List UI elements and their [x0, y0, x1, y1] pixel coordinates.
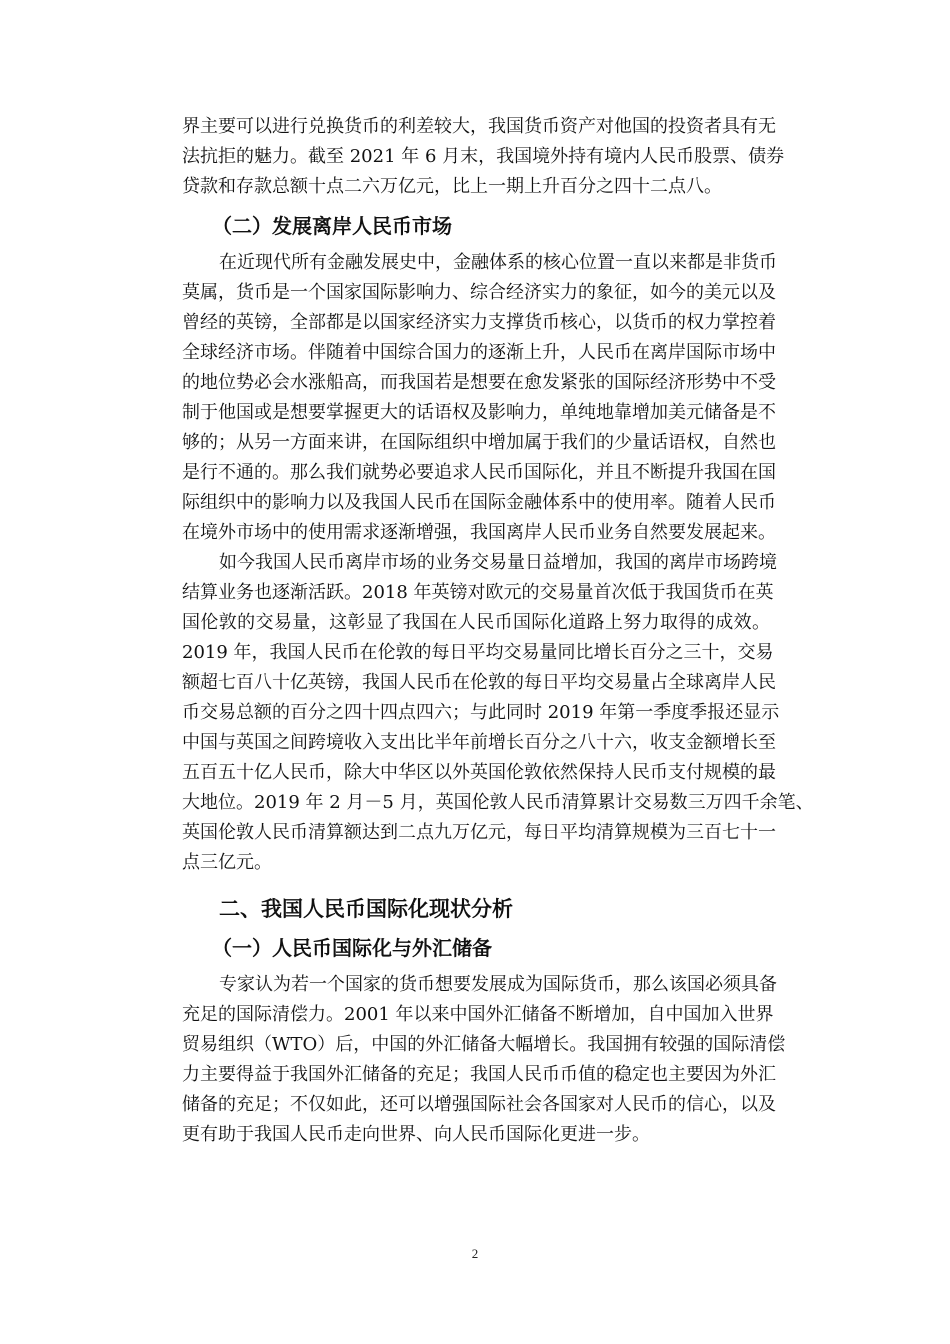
page-number: 2 — [471, 1246, 479, 1261]
paragraph-offshore-2 — [182, 548, 814, 878]
text-line: 更有助于我国人民币走向世界、向人民币国际化更进一步。 — [182, 1124, 650, 1145]
text-line: 界主要可以进行兑换货币的利差较大，我国货币资产对他国的投资者具有无 — [182, 116, 776, 137]
text-line: 额超七百八十亿英镑，我国人民币在伦敦的每日平均交易量占全球离岸人民 — [182, 672, 776, 693]
text-line: 如今我国人民币离岸市场的业务交易量日益增加，我国的离岸市场跨境 — [219, 552, 777, 573]
paragraph-offshore-1 — [182, 248, 777, 548]
text-line: 点三亿元。 — [182, 852, 272, 873]
text-line: 在境外市场中的使用需求逐渐增强，我国离岸人民币业务自然要发展起来。 — [182, 522, 776, 543]
text-line: 英国伦敦人民币清算额达到二点九万亿元，每日平均清算规模为三百七十一 — [182, 822, 776, 843]
text-line: 力主要得益于我国外汇储备的充足；我国人民币币值的稳定也主要因为外汇 — [182, 1064, 776, 1085]
text-line: 曾经的英镑，全部都是以国家经济实力支撑货币核心，以货币的权力掌控着 — [182, 312, 776, 333]
text-line: 币交易总额的百分之四十四点四六；与此同时 2019 年第一季度季报还显示 — [182, 702, 780, 723]
text-line: 的地位势必会水涨船高，而我国若是想要在愈发紧张的国际经济形势中不受 — [182, 372, 776, 393]
text-line: 五百五十亿人民币，除大中华区以外英国伦敦依然保持人民币支付规模的最 — [182, 762, 776, 783]
text-line: 莫属，货币是一个国家国际影响力、综合经济实力的象征，如今的美元以及 — [182, 282, 776, 303]
text-line: 专家认为若一个国家的货币想要发展成为国际货币，那么该国必须具备 — [219, 974, 777, 995]
text-line: 法抗拒的魅力。截至 2021 年 6 月末，我国境外持有境内人民币股票、债券 — [182, 146, 785, 167]
text-line: 够的；从另一方面来讲，在国际组织中增加属于我们的少量话语权，自然也 — [182, 432, 776, 453]
text-line: 际组织中的影响力以及我国人民币在国际金融体系中的使用率。随着人民币 — [182, 492, 776, 513]
chapter-heading-status-analysis: 二、我国人民币国际化现状分析 — [219, 897, 513, 921]
text-line: 充足的国际清偿力。2001 年以来中国外汇储备不断增加，自中国加入世界 — [182, 1004, 774, 1025]
text-line: 大地位。2019 年 2 月－5 月，英国伦敦人民币清算累计交易数三万四千余笔、 — [182, 792, 814, 813]
text-line: 是行不通的。那么我们就势必要追求人民币国际化，并且不断提升我国在国 — [182, 462, 776, 483]
section-heading-offshore-market: （二）发展离岸人民币市场 — [212, 214, 452, 238]
text-line: 贸易组织（WTO）后，中国的外汇储备大幅增长。我国拥有较强的国际清偿 — [182, 1034, 786, 1055]
text-line: 在近现代所有金融发展史中，金融体系的核心位置一直以来都是非货币 — [219, 252, 777, 273]
paragraph-forex-reserves — [182, 970, 786, 1150]
text-line: 贷款和存款总额十点二六万亿元，比上一期上升百分之四十二点八。 — [182, 176, 722, 197]
paragraph-continuation — [182, 112, 785, 202]
text-line: 中国与英国之间跨境收入支出比半年前增长百分之八十六，收支金额增长至 — [182, 732, 776, 753]
text-line: 制于他国或是想要掌握更大的话语权及影响力，单纯地靠增加美元储备是不 — [182, 402, 776, 423]
text-line: 2019 年，我国人民币在伦敦的每日平均交易量同比增长百分之三十，交易 — [182, 642, 774, 663]
document-body — [182, 112, 814, 1150]
text-line: 结算业务也逐渐活跃。2018 年英镑对欧元的交易量首次低于我国货币在英 — [182, 582, 774, 603]
text-line: 全球经济市场。伴随着中国综合国力的逐渐上升，人民币在离岸国际市场中 — [182, 342, 776, 363]
text-line: 储备的充足；不仅如此，还可以增强国际社会各国家对人民币的信心，以及 — [182, 1094, 776, 1115]
text-line: 国伦敦的交易量，这彰显了我国在人民币国际化道路上努力取得的成效。 — [182, 612, 770, 633]
section-heading-forex-reserves: （一）人民币国际化与外汇储备 — [212, 936, 492, 960]
